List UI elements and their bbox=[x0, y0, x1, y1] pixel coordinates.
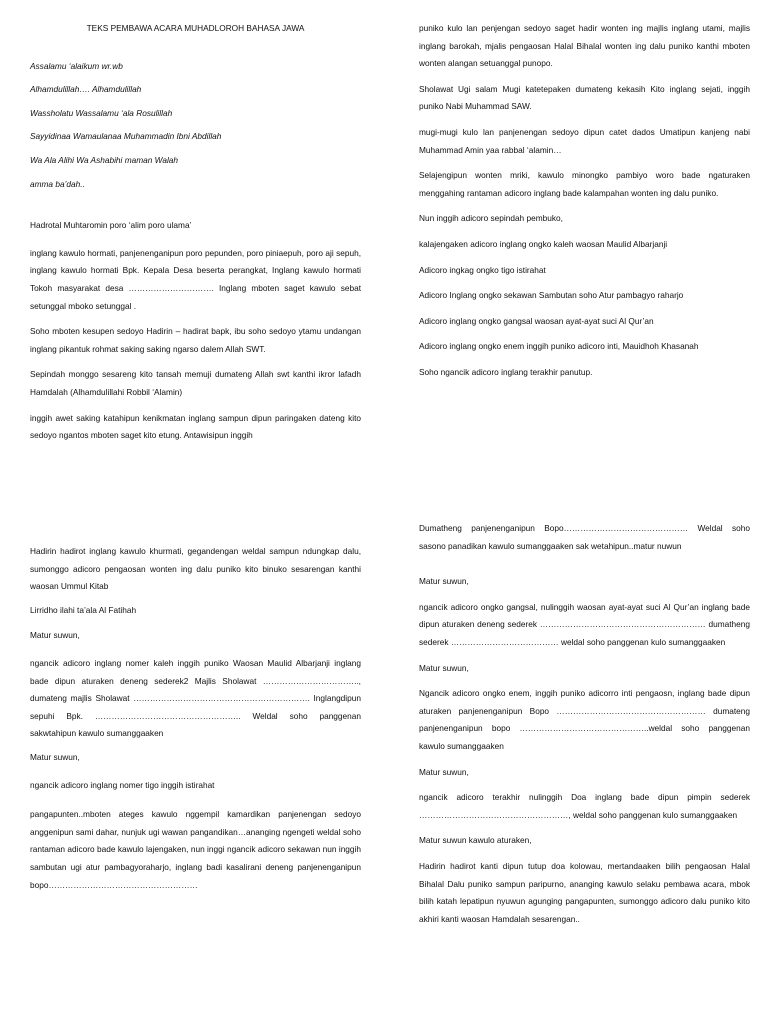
body-paragraph: inggih awet saking katahipun kenikmatan inglang sampun dipun paringaken dateng kito sedoyo ngantos mboten saget kito etung. Antawisipun inggih bbox=[30, 412, 361, 441]
body-paragraph: ngancik adicoro terakhir nulinggih Doa inglang bade dipun pimpin sederek ………………………………………………, weldal soho panggenan kulo sumanggaaken bbox=[419, 792, 750, 820]
page-top-right bbox=[419, 20, 750, 382]
thanks-line: Matur suwun kawulo aturaken, bbox=[419, 835, 532, 846]
page-bottom-left bbox=[30, 543, 361, 894]
thanks-line: Matur suwun, bbox=[30, 751, 80, 762]
salam-text: Assalamu ‘alaikum wr.wb bbox=[30, 60, 123, 71]
page-bottom-right bbox=[419, 520, 750, 928]
body-paragraph: Dumatheng panjenenganipun Bopo……………………………………… Weldal soho sasono panadikan kawulo sumanggaaken sak wetahipun..matur nuwun bbox=[419, 523, 750, 551]
body-paragraph: Soho mboten kesupen sedoyo Hadirin – hadirat bapk, ibu soho sedoyo ytamu undangan inglang pikantuk rohmat saking saking ngarso dalem Allah SWT. bbox=[30, 326, 361, 354]
agenda-item: Soho ngancik adicoro inglang terakhir panutup. bbox=[419, 366, 593, 377]
document-title: TEKS PEMBAWA ACARA MUHADLOROH BAHASA JAWA bbox=[86, 23, 305, 33]
opening-line: Wa Ala Alihi Wa Ashabihi maman Walah bbox=[30, 154, 179, 165]
agenda-item: Adicoro ingkag ongko tigo istirahat bbox=[419, 264, 546, 275]
agenda-item: Adicoro inglang ongko enem inggih puniko adicoro inti, Mauidhoh Khasanah bbox=[419, 341, 699, 352]
body-paragraph: ngancik adicoro inglang nomer tigo inggih istirahat bbox=[30, 779, 215, 790]
opening-line: Alhamdulillah…. Alhamdulillah bbox=[30, 84, 142, 95]
agenda-item: Adicoro Inglang ongko sekawan Sambutan soho Atur pambagyo raharjo bbox=[419, 290, 684, 301]
opening-line: amma ba’dah.. bbox=[30, 178, 85, 189]
body-paragraph: inglang kawulo hormati, panjenenganipun poro pepunden, poro piniaepuh, poro aji sepuh, inglang kawulo hormati Bpk. Kepala Desa beserta perangkat, Inglang kawulo hormati Tokoh masyarakat desa …………………………. Inglang mboten saget kawulo sebat setunggal mboko setunggal . bbox=[30, 247, 361, 311]
thanks-line: Matur suwun, bbox=[30, 630, 80, 641]
opening-line: Sayyidinaa Wamaulanaa Muhammadin Ibni Abdillah bbox=[30, 131, 222, 142]
thanks-line: Matur suwun, bbox=[419, 766, 469, 777]
body-paragraph: puniko kulo lan penjengan sedoyo saget hadir wonten ing majlis inglang utami, majlis inglang barokah, mjalis pengaosan Halal Bihalal wonten ing dalu puniko kanthi mboten wonten alangan setuanggal punopo. bbox=[419, 23, 750, 69]
body-paragraph: Selajengipun wonten mriki, kawulo minongko pambiyo woro bade ngaturaken menggahing rantaman adicoro inglang bade kalampahan wonten ing dalu puniko. bbox=[419, 170, 750, 198]
agenda-item: kalajengaken adicoro inglang ongko kaleh waosan Maulid Albarjanji bbox=[419, 238, 668, 249]
thanks-line: Matur suwun, bbox=[419, 662, 469, 673]
body-paragraph: Hadirin hadirot inglang kawulo khurmati, gegandengan weldal sampun ndungkap dalu, sumonggo adicoro pengaosan wonten ing dalu puniko kito binuko sesarengan kanthi waosan Ummul Kitab bbox=[30, 546, 361, 592]
body-paragraph: pangapunten..mboten ateges kawulo nggempil kamardikan panjenengan sedoyo anggenipun sami dahar, nunjuk ugi wawan pangandikan…ananging ngengeti weldal soho rantaman adicoro bade kawulo lajengaken, nun inggi ngancik adicoro sekawan nun inggih sambutan ugi atur pambagyoraharjo, inglang badi kasalirani deneng panjenenganipun bopo……………………………………………… bbox=[30, 809, 361, 890]
page-top-left bbox=[30, 20, 361, 445]
agenda-item: Adicoro inglang ongko gangsal waosan ayat-ayat suci Al Qur’an bbox=[419, 315, 654, 326]
fatihah-line: Lirridho ilahi ta’ala Al Fatihah bbox=[30, 604, 137, 615]
body-paragraph: Sepindah monggo sesareng kito tansah memuji dumateng Allah swt kanthi ikror lafadh Hamdalah (Alhamdulillahi Robbil ‘Alamin) bbox=[30, 369, 361, 397]
body-paragraph: ngancik adicoro ongko gangsal, nulinggih waosan ayat-ayat suci Al Qur’an inglang bade dipun aturaken deneng sederek …………………………………………………… dumatheng sederek ………………………………… weldal soho panggenan kulo sumanggaaken bbox=[419, 601, 750, 647]
body-paragraph: Sholawat Ugi salam Mugi katetepaken dumateng kekasih Kito inglang sejati, inggih puniko Nabi Muhammad SAW. bbox=[419, 83, 750, 112]
hadrotal-line: Hadrotal Muhtaromin poro ‘alim poro ulama’ bbox=[30, 220, 192, 231]
body-paragraph: mugi-mugi kulo lan panjenengan sedoyo dipun catet dados Umatipun kanjeng nabi Muhammad Amin yaa rabbal ‘alamin… bbox=[419, 126, 750, 155]
body-paragraph: ngancik adicoro inglang nomer kaleh inggih puniko Waosan Maulid Albarjanji inglang bade dipun aturaken deneng sederek2 Majlis Sholawat …………………………….., dumateng majlis Sholawat ………………………………………………………. Inglangdipun sepuhi Bpk. …………………………………………….. Weldal soho panggenan sakwtahipun kawulo sumanggaaken bbox=[30, 657, 361, 739]
thanks-line: Matur suwun, bbox=[419, 576, 469, 587]
body-paragraph: Hadirin hadirot kanti dipun tutup doa kolowau, mertandaaken bilih pengaosan Halal Bihalal Dalu puniko sampun paripurno, ananging kawulo selaku pembawa acara, mbok bilih katah lepatipun nyuwun agunging pangapunten, sumonggo adicoro dalu puniko kito akhiri kanti waosan Hamdalah sesarengan.. bbox=[419, 860, 750, 924]
opening-line: Wassholatu Wassalamu ‘ala Rosulillah bbox=[30, 107, 173, 118]
agenda-item: Nun inggih adicoro sepindah pembuko, bbox=[419, 213, 563, 224]
body-paragraph: Ngancik adicoro ongko enem, inggih puniko adicorro inti pengaosn, inglang bade dipun aturaken panjenenganipun Bopo ……………………………………………… dumateng panjenenganipun bopo ………………………………………..weldal soho panggenan kawulo sumanggaaken bbox=[419, 688, 750, 751]
